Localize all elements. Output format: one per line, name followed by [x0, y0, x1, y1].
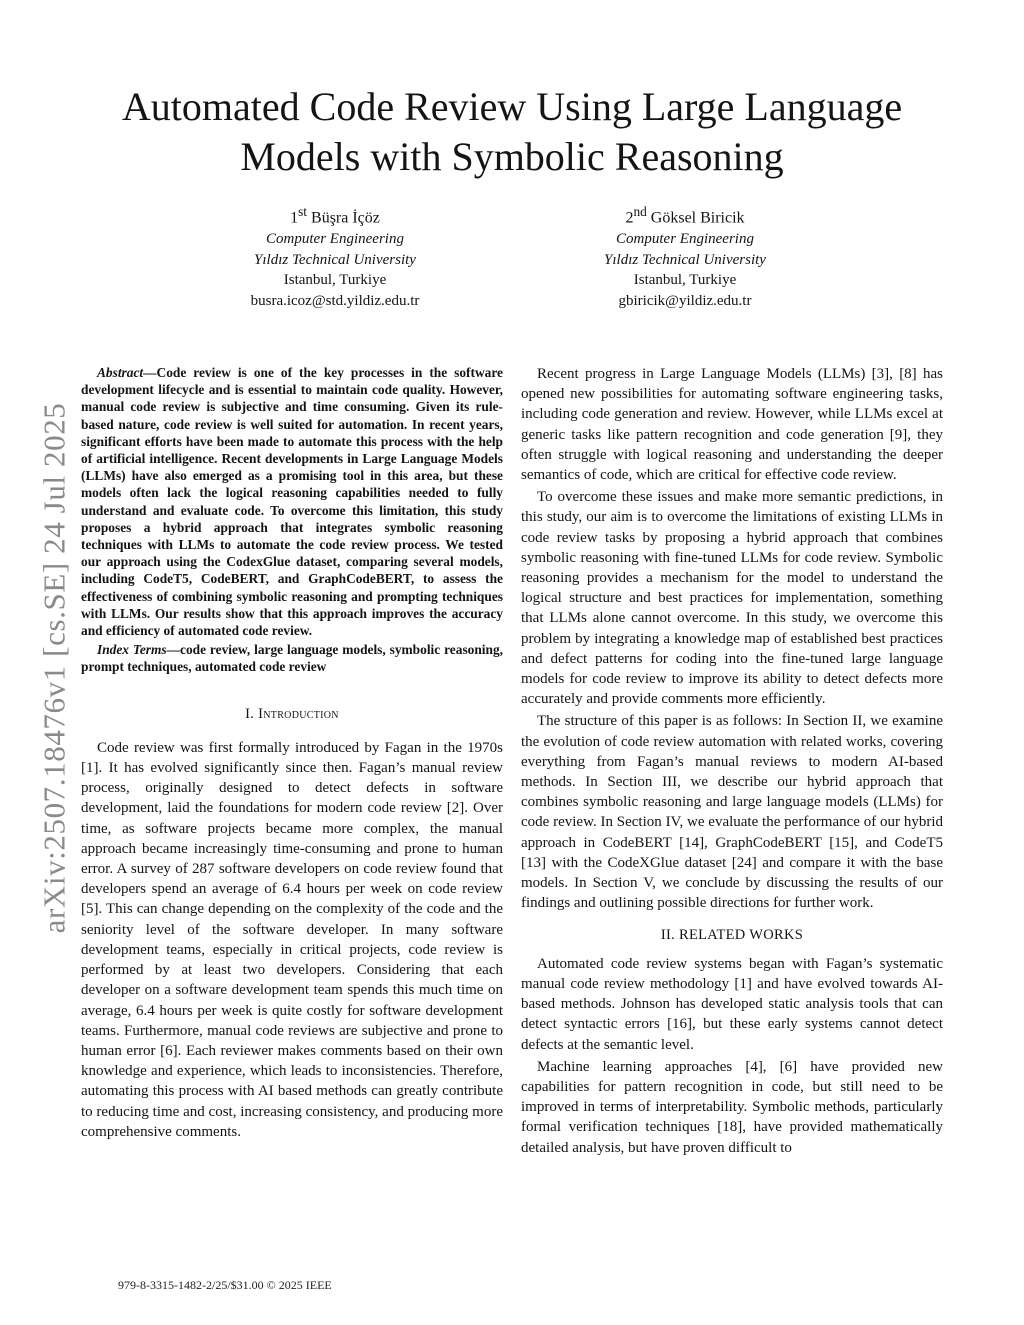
index-terms	[81, 641, 503, 675]
copyright-footer: 979-8-3315-1482-2/25/$31.00 © 2025 IEEE	[118, 1278, 332, 1292]
paragraph: To overcome these issues and make more semantic predictions, in this study, our aim is to overcome the limitations of existing LLMs in code review tasks by proposing a hybrid approach that combines symbolic reasoning with fine-tuned LLMs for code review. Symbolic reasoning provides a mechanism for the model to understand the logical structure and best practices for implementation, something that LLMs alone cannot overcome. In this study, we overcome this problem by integrating a knowledge map of established best practices and defect patterns for coding into the fine-tuned large language models for code review to improve its ability to detect defects more accurately and provide comments more efficiently.	[521, 489, 943, 708]
author-block-2	[535, 202, 835, 311]
abstract	[81, 364, 503, 639]
paragraph: Machine learning approaches [4], [6] have provided new capabilities for pattern recognition in code, but still need to be improved in terms of interpretability. Symbolic methods, particularly formal verification techniques [18], have provided mathematically detailed analysis, but have proven difficult to	[521, 1058, 943, 1156]
paragraph: Recent progress in Large Language Models (LLMs) [3], [8] has opened new possibilities for automating software engineering tasks, including code generation and review. However, while LLMs excel at generic tasks like pattern recognition and code generation [9], they often struggle with logical reasoning and understanding the deeper semantics of code, which are critical for effective code review.	[521, 366, 943, 484]
section-heading-related-works: II. RELATED WORKS	[660, 927, 804, 944]
author-location: Istanbul, Turkiye	[633, 272, 737, 289]
author-email: busra.icoz@std.yildiz.edu.tr	[250, 292, 420, 309]
author-name: 2nd Göksel Biricik	[625, 204, 745, 227]
index-terms-text: code review, large language models, symbolic reasoning, prompt techniques, automated code review	[81, 642, 504, 675]
author-university: Yıldız Technical University	[254, 251, 416, 268]
index-terms-label: Index Terms—	[97, 642, 181, 658]
author-email: gbiricik@yildiz.edu.tr	[618, 292, 752, 309]
abstract-label: Abstract—	[97, 365, 157, 380]
paper-title: Automated Code Review Using Large Language Models with Symbolic Reasoning	[121, 84, 903, 179]
paragraph: Code review was first formally introduced by Fagan in the 1970s [1]. It has evolved significantly since then. Fagan’s manual review process, originally designed to detect defects in software development, laid the foundations for modern code review [2]. Over time, as software projects became more complex, the manual approach became increasingly time-consuming and prone to human error. A survey of 287 software developers on code review found that developers spend an average of 6.4 hours per week on code review [5]. This can change depending on the complexity of the code and the seniority level of the software developer. In many software development teams, especially in critical projects, code review is performed by at least two developers. Considering that each developer on a software development team spends this much time on average, 6.4 hours per week is quite costly for software development teams. Furthermore, manual code reviews are subjective and prone to human error [6]. Each reviewer makes comments based on their own knowledge and experience, which leads to inconsistencies. Therefore, automating this process with AI based methods can greatly contribute to reducing time and cost, increasing consistency, and producing more comprehensive comments.	[81, 739, 503, 1140]
abstract-text: Code review is one of the key processes in the software development lifecycle and is essential to maintain code quality. However, manual code review is subjective and time consuming. Given its rule-based nature, code review is well suited for automation. In recent years, significant efforts have been made to automate this process with the help of artificial intelligence. Recent developments in Large Language Models (LLMs) have also emerged as a promising tool in this area, but these models often lack the logical reasoning capabilities needed to fully understand and evaluate code. To overcome this limitation, this study proposes a hybrid approach that integrates symbolic reasoning techniques with LLMs to automate the code review process. We tested our approach using the CodexGlue dataset, comparing several models, including CodeT5, CodeBERT, and GraphCodeBERT, to assess the effectiveness of combining symbolic reasoning and prompting techniques with LLMs. Our results show that this approach improves the accuracy and efficiency of automated code review.	[81, 365, 503, 639]
arxiv-stamp	[32, 378, 76, 958]
right-column	[521, 364, 943, 1160]
author-name: 1st Büşra İçöz	[290, 204, 380, 227]
author-department: Computer Engineering	[266, 230, 404, 247]
section-heading-introduction: I. Introduction	[245, 705, 339, 722]
author-university: Yıldız Technical University	[604, 251, 766, 268]
arxiv-id: arXiv:2507.18476v1 [cs.SE] 24 Jul 2025	[36, 402, 72, 934]
author-department: Computer Engineering	[616, 230, 754, 247]
left-column	[81, 364, 503, 1144]
author-block-1	[185, 202, 485, 311]
paragraph: Automated code review systems began with Fagan’s systematic manual code review methodology [1] and have evolved towards AI-based methods. Johnson has developed static analysis tools that can detect syntactic errors [16], but these early systems cannot detect defects at the semantic level.	[521, 955, 943, 1053]
author-location: Istanbul, Turkiye	[283, 272, 387, 289]
paragraph: The structure of this paper is as follows: In Section II, we examine the evolution of code review automation with related works, covering everything from Fagan’s manual reviews to modern AI-based methods. In Section III, we describe our hybrid approach that combines symbolic reasoning and large language models (LLMs) for code review. In Section IV, we evaluate the performance of our hybrid approach in CodeBERT [14], GraphCodeBERT [15], and CodeT5 [13] with the CodeXGlue dataset [24] and compare it with the base models. In Section V, we conclude by discussing the results of our findings and outlining possible directions for further work.	[521, 713, 943, 912]
